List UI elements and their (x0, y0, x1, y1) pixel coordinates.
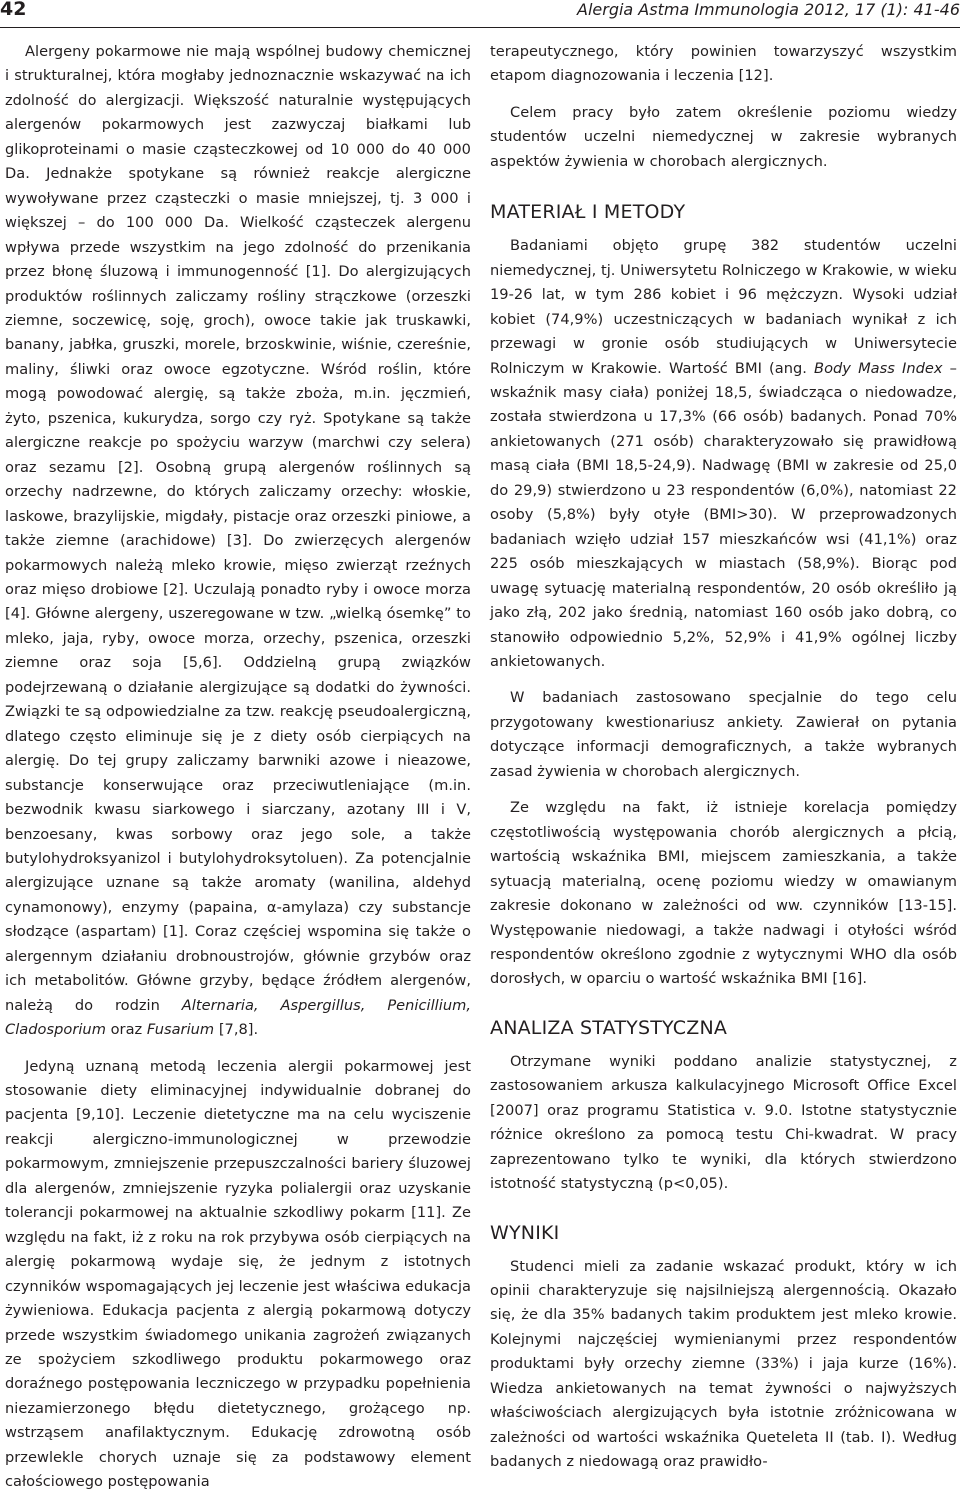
right-column (490, 40, 957, 1475)
results-paragraph: Studenci mieli za zadanie wskazać produkt, który w ich opinii charakteryzuje się najsilniejszą alergennością. Okazało się, że dla 35% badanych takim produktem jest mleko krowie. Kolejnymi najczęściej wymienianymi przez respondentów produktami były orzechy ziemne (33%) i jaja kurze (16%). Wiedza ankietowanych na temat żywności o najwyższych właściwościach alergizujących była istotnie zróżnicowana w zależności od wartości wskaźnika Queteleta II (tab. I). Według badanych z niedowagą oraz prawidło- (490, 1257, 957, 1471)
journal-citation: Alergia Astma Immunologia 2012, 17 (1): 41-46 (577, 0, 960, 19)
fusarium-genus: Fusarium (146, 1021, 215, 1039)
page-header (0, 0, 960, 30)
methods-text-b: – wskaźnik masy ciała) poniżej 18,5, świadcząca o niedowadze, została stwierdzona u 17,3% (66 osób) badanych. Ponad 70% ankietowanych (271 osób) charakteryzowało się prawidłową masą ciała (BMI 18,5-24,9). Nadwagę (BMI w zakresie od 25,0 do 29,9) stwierdzono u 23 respondentów (6,0%), natomiast 22 osoby (5,8%) były otyłe (BMI>30). W przeprowadzonych badaniach wzięło udział 157 mieszkańców wsi (41,1%) oraz 225 osób mieszkających w miastach (58,9%). Biorąc pod uwagę sytuację materialną respondentów, 20 osób określiło ją jako złą, 202 jako średnią, natomiast 160 osób jako dobrą, co stanowiło odpowiednio 5,2%, 52,9% i 41,9% ogólnej liczby ankietowanych. (490, 359, 957, 670)
left-column (5, 40, 471, 1495)
section-heading-results: WYNIKI (490, 1221, 560, 1244)
aim-paragraph: Celem pracy było zatem określenie poziomu wiedzy studentów uczelni niemedycznej w zakresie wybranych aspektów żywienia w chorobach alergicznych. (490, 103, 957, 170)
allergen-text: Alergeny pokarmowe nie mają wspólnej budowy chemicznej i strukturalnej, która mogłaby jednoznacznie wskazywać na ich zdolność do alergizacji. Większość naturalnie występujących alergenów pokarmowych jest zazwyczaj białkami lub glikoproteinami o masie cząsteczkowej od 10 000 do 40 000 Da. Jednakże spotykane są również reakcje alergiczne wywoływane przez cząsteczki o masie mniejszej, tj. 3 000 i większej – do 100 000 Da. Wielkość cząsteczek alergenu wpływa przede wszystkim na jego zdolność do przenikania przez błonę śluzową i immunogenność [1]. Do alergizujących produktów roślinnych zaliczamy rośliny strączkowe (orzeszki ziemne, soczewicę, soję, groch), owoce takie jak truskawki, banany, jabłka, gruszki, morele, brzoskwinie, wiśnie, czereśnie, maliny, śliwki oraz owoce egzotyczne. Wśród roślin, które mogą powodować alergię, są także zboża, m.in. jęczmień, żyto, pszenica, kukurydza, sorgo czy ryż. Spotykane są także alergiczne reakcje po spożyciu warzyw (marchwi czy selera) oraz sezamu [2]. Osobną grupą alergenów roślinnych są orzechy nadrzewne, do których zaliczamy orzechy: włoskie, laskowe, brazylijskie, migdały, pistacje oraz orzeszki piniowe, a także ziemne (arachidowe) [3]. Do zwierzęcych alergenów pokarmowych należą mleko krowie, mięso zwierząt rzeźnych oraz mięso drobiowe [2]. Uczulają ponadto ryby i owoce morza [4]. Główne alergeny, uszeregowane w tzw. „wielką ósemkę” to mleko, jaja, ryby, owoce morza, orzechy, pszenica, orzeszki ziemne oraz soja [5,6]. Oddzielną grupą związków podejrzewaną o działanie alergizujące są dodatki do żywności. Związki te są odpowiedzialne za tzw. reakcję pseudoalergiczną, dlatego często eliminuje się je z diety osób cierpiących na alergię. Do tej grupy zaliczamy barwniki azowe i nieazowe, substancje konserwujące oraz przeciwutleniające (m.in. bezwodnik kwasu siarkowego i siarczany, azotany III i V, benzoesany, kwas sorbowy oraz jego sole, a także butylohydroksyanizol i butylohydroksytoluen). Za potencjalnie alergizujące uznane są także aromaty (wanilina, aldehyd cynamonowy), enzymy (papaina, α-amylaza) czy substancje słodzące (aspartam) [1]. Coraz częściej wspomina się także o alergennym działaniu drobnoustrojów, głównie grzybów oraz ich metabolitów. Główne grzyby, będące źródłem alergenów, należą do rodzin (5, 43, 471, 1014)
conjunction-text: oraz (105, 1021, 147, 1039)
statistics-paragraph: Otrzymane wyniki poddano analizie statystycznej, z zastosowaniem arkusza kalkulacyjnego Microsoft Office Excel [2007] oraz programu Statistica v. 9.0. Istotne statystycznie różnice określono za pomocą testu Chi-kwadrat. W pracy zaprezentowano tylko te wyniki, dla których stwierdzono istotność statystyczną (p<0,05). (490, 1052, 957, 1193)
treatment-paragraph: Jedyną uznaną metodą leczenia alergii pokarmowej jest stosowanie diety eliminacyjnej indywidualnie dobranej do pacjenta [9,10]. Leczenie dietetyczne ma na celu wyciszenie reakcji alergiczno-immunologicznej w przewodzie pokarmowym, zmniejszenie przepuszczalności bariery śluzowej dla alergenów, zmniejszenie ryzyka polialergii oraz uzyskanie tolerancji pokarmowej na aktualnie szkodliwy pokarm [11]. Ze względu na fakt, iż z roku na rok przybywa osób cierpiących na alergię pokarmową wydaje się, że jednym z istotnych czynników wspomagających jej leczenie jest właściwa edukacja żywieniowa. Edukacja pacjenta z alergią pokarmową dotyczy przede wszystkim świadomego unikania zagrożeń związanych ze spożyciem szkodliwego produktu pokarmowego oraz doraźnego postępowania leczniczego w przypadku popełnienia niezamierzonego błędu dietetycznego, grożącego np. wstrząsem anafilaktycznym. Edukację zdrowotną osób przewlekle chorych uznaje się za podstawowy element całościowego postępowania (5, 1057, 471, 1491)
continuation-paragraph: terapeutycznego, który powinien towarzyszyć wszystkim etapom diagnozowania i leczenia [12]. (490, 43, 957, 85)
bmi-term: Body Mass Index (814, 359, 943, 377)
methods-paragraph-1 (490, 234, 957, 674)
methods-paragraph-2: W badaniach zastosowano specjalnie do tego celu przygotowany kwestionariusz ankiety. Zawierał on pytania dotyczące informacji demograficznych, a także wybranych zasad żywienia w chorobach alergicznych. (490, 689, 957, 780)
section-heading-methods: MATERIAŁ I METODY (490, 201, 686, 224)
citation-text: [7,8]. (214, 1021, 259, 1039)
methods-text-a: Badaniami objęto grupę 382 studentów uczelni niemedycznej, tj. Uniwersytetu Rolniczego w Krakowie, w wieku 19-26 lat, w tym 286 kobiet i 96 mężczyzn. Wysoki udział kobiet (74,9%) uczestniczących w badaniach wynikał z ich przewagi w gronie osób studiujących w Uniwersytecie Rolniczym w Krakowie. Wartość BMI (ang. (490, 237, 957, 377)
page-number: 42 (0, 0, 27, 20)
section-heading-statistics: ANALIZA STATYSTYCZNA (490, 1016, 728, 1039)
intro-paragraph (5, 40, 471, 1043)
methods-paragraph-3: Ze względu na fakt, iż istnieje korelacja pomiędzy częstotliwością występowania chorób alergicznych a płcią, wartością wskaźnika BMI, miejscem zamieszkania, a także sytuacją materialną, ocenę poziomu wiedzy w omawianym zakresie dokonano w zależności od ww. czynników [13-15]. Występowanie niedowagi, a także nadwagi i otyłości wśród respondentów określono zgodnie z wytycznymi WHO dla osób dorosłych, w oparciu o wartość wskaźnika BMI [16]. (490, 799, 957, 988)
fungi-genera: Alternaria, Aspergillus, Penicillium, Cladosporium (5, 996, 471, 1039)
header-rule (0, 27, 960, 28)
